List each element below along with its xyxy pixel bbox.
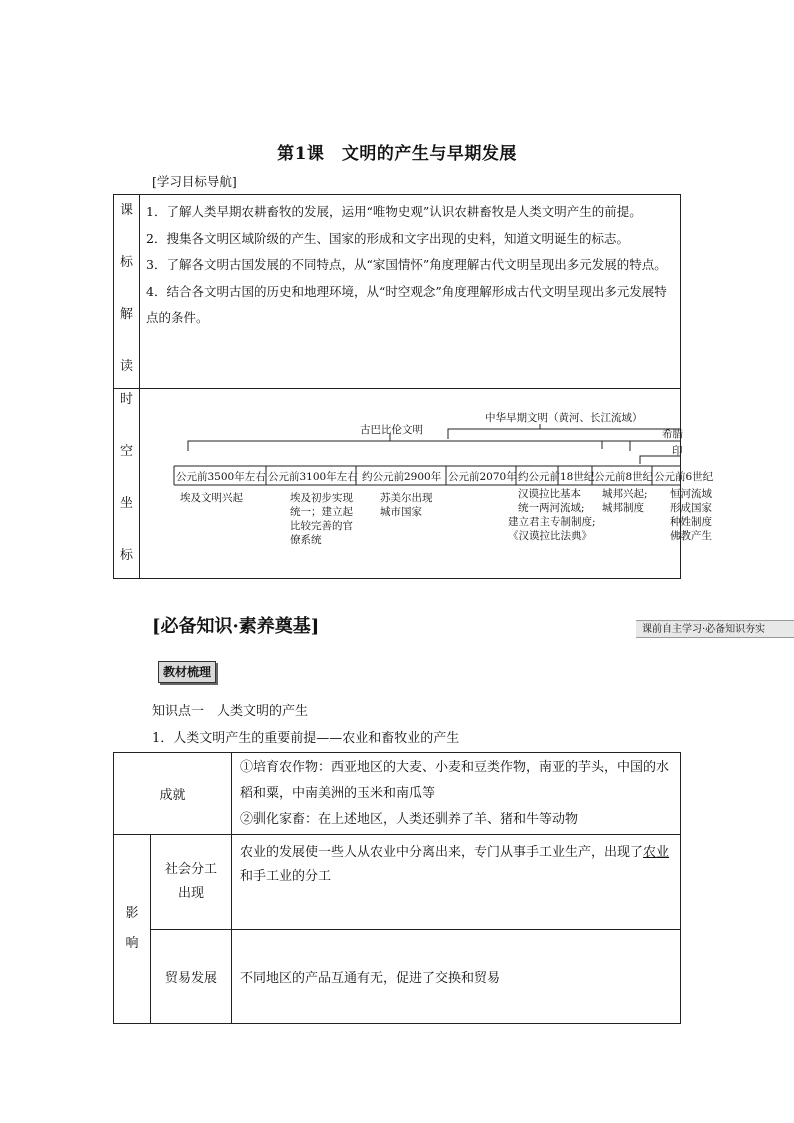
bracket-label-greece: 希腊 — [662, 428, 683, 440]
india-bracket — [640, 456, 680, 464]
trade-label-cell — [151, 930, 232, 1024]
knowledge-point-heading: 知识点一 人类文明的产生 — [152, 704, 309, 719]
event-text: 僚系统 — [290, 534, 322, 546]
agriculture-table — [113, 752, 681, 1024]
trade-text: 不同地区的产品互通有无，促进了交换和贸易 — [240, 971, 501, 986]
timeline-header-char: 空 — [119, 444, 133, 459]
page-title: 第1课 文明的产生与早期发展 — [277, 144, 517, 164]
tick-label: 约公元前18世纪 — [518, 471, 595, 483]
event-text: 埃及初步实现 — [290, 492, 353, 504]
timeline-header-char: 坐 — [119, 496, 133, 511]
bracket-label-babylon: 古巴比伦文明 — [360, 424, 423, 436]
tick-label: 公元前8世纪 — [594, 471, 654, 483]
subheading: 1．人类文明产生的重要前提——农业和畜牧业的产生 — [152, 731, 460, 746]
timeline-header-char: 时 — [119, 392, 133, 407]
achievement-line: ①培育农作物：西亚地区的大麦、小麦和豆类作物，南亚的芋头，中国的水稻和粟，中南美洲的玉米和南瓜等 — [240, 760, 670, 801]
timeline-header-char: 标 — [119, 548, 133, 563]
event-text: 佛教产生 — [670, 530, 712, 542]
tick-label: 公元前6世纪 — [654, 471, 714, 483]
trade-content — [232, 930, 681, 1024]
study-goal-nav-label: [学习目标导航] — [152, 174, 237, 189]
objective-item: 2．搜集各文明区域阶级的产生、国家的形成和文字出现的史料，知道文明诞生的标志。 — [146, 230, 629, 246]
timeline-diagram — [140, 389, 714, 578]
textbook-review-badge: 教材梳理 — [158, 661, 216, 683]
division-text: 和手工业的分工 — [240, 869, 332, 884]
event-text: 种姓制度 — [670, 516, 712, 528]
timeline-header-cell — [114, 389, 140, 579]
influence-label-char: 响 — [125, 936, 139, 951]
section-heading: [必备知识·素养奠基] — [152, 616, 320, 637]
event-text: 城邦兴起; — [602, 488, 648, 500]
achievement-line: ②驯化家畜：在上述地区，人类还驯养了羊、猪和牛等动物 — [240, 812, 579, 827]
tick-label: 公元前2070年 — [448, 471, 517, 483]
event-text: 汉谟拉比基本 — [518, 488, 581, 500]
bracket-label-india: 印 — [672, 445, 683, 457]
event-text: 《汉谟拉比法典》 — [508, 530, 592, 542]
objective-item: 4．结合各文明古国的历史和地理环境，从“时空观念”角度理解形成古代文明呈现出多元发展特点的条件。 — [146, 283, 667, 325]
event-text: 统一两河流域; — [518, 502, 585, 514]
objectives-table — [113, 194, 714, 579]
influence-label-cell — [114, 835, 151, 1024]
event-text: 城邦制度 — [602, 502, 644, 514]
event-text: 城市国家 — [380, 506, 422, 518]
babylon-bracket — [188, 441, 630, 451]
objectives-header-char: 课 — [119, 203, 133, 218]
achievement-label-cell — [114, 753, 232, 835]
objective-item: 1．了解人类早期农耕畜牧的发展，运用“唯物史观”认识农耕畜牧是人类文明产生的前提。 — [146, 204, 642, 219]
division-label-line: 社会分工 — [164, 862, 217, 877]
section-bar: 课前自主学习·必备知识夯实 — [636, 620, 794, 638]
achievement-label: 成就 — [159, 788, 186, 803]
division-label-cell — [151, 835, 232, 930]
achievement-content — [232, 753, 681, 835]
division-content — [232, 835, 681, 930]
event-text: 统一；建立起 — [290, 506, 353, 518]
event-text: 形成国家 — [670, 502, 712, 514]
timeline-cell — [140, 389, 714, 579]
objectives-header-char: 读 — [119, 359, 133, 374]
division-label-line: 出现 — [177, 886, 204, 901]
greece-bracket — [602, 441, 680, 449]
event-text: 恒河流域 — [670, 488, 712, 500]
event-text: 建立君主专制制度; — [508, 516, 596, 528]
division-text-underlined: 农业 — [643, 845, 670, 860]
trade-label: 贸易发展 — [164, 971, 217, 986]
event-text: 比较完善的官 — [290, 520, 353, 532]
objective-item: 3．了解各文明古国发展的不同特点，从“家国情怀”角度理解古代文明呈现出多元发展的特点。 — [146, 257, 667, 272]
tick-label: 约公元前2900年 — [362, 471, 442, 483]
objectives-header-char: 标 — [119, 255, 133, 270]
event-text: 埃及文明兴起 — [180, 492, 243, 504]
objectives-list — [140, 195, 681, 389]
bracket-label-china: 中华早期文明（黄河、长江流域） — [485, 412, 643, 424]
china-bracket — [448, 429, 680, 439]
division-text: 农业的发展使一些人从农业中分离出来，专门从事手工业生产，出现了 — [240, 845, 644, 860]
tick-label: 公元前3500年左右 — [176, 471, 266, 483]
influence-label-char: 影 — [125, 906, 139, 921]
event-text: 苏美尔出现 — [380, 492, 433, 504]
objectives-header-char: 解 — [119, 307, 133, 322]
objectives-header-cell — [114, 195, 140, 389]
tick-label: 公元前3100年左右 — [268, 471, 358, 483]
